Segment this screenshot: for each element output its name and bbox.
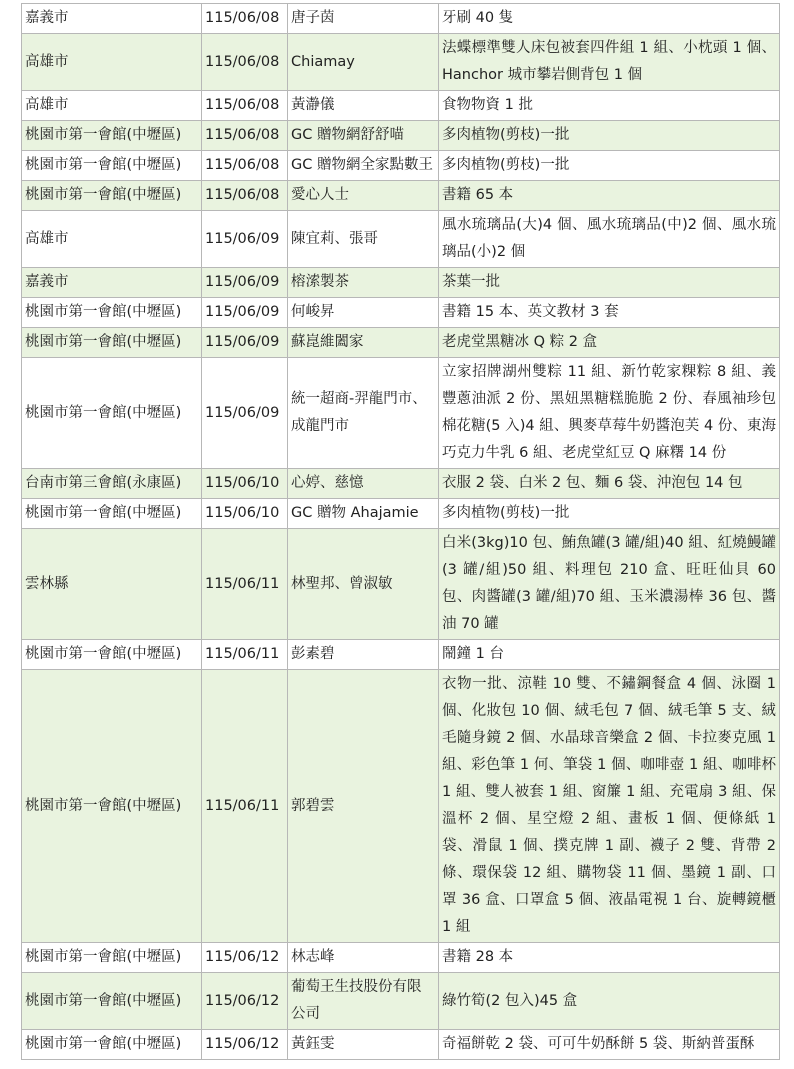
date-cell: 115/06/11: [202, 670, 288, 943]
table-row: [22, 358, 780, 469]
table-row: [22, 121, 780, 151]
date-cell: 115/06/08: [202, 181, 288, 211]
donor-cell: GC 贈物 Ahajamie: [288, 499, 439, 529]
donor-cell: GC 贈物網全家點數王: [288, 151, 439, 181]
date-cell: 115/06/09: [202, 328, 288, 358]
location-cell: 桃園市第一會館(中壢區): [22, 328, 202, 358]
table-row: [22, 1030, 780, 1060]
items-cell: 白米(3kg)10 包、鮪魚罐(3 罐/組)40 組、紅燒鰻罐(3 罐/組)50 組、料理包 210 盒、旺旺仙貝 60 包、肉醬罐(3 罐/組)70 組、玉米濃湯棒 36 包、醬油 70 罐: [439, 529, 780, 640]
date-cell: 115/06/09: [202, 211, 288, 268]
table-row: [22, 151, 780, 181]
location-cell: 桃園市第一會館(中壢區): [22, 181, 202, 211]
location-cell: 桃園市第一會館(中壢區): [22, 1030, 202, 1060]
location-cell: 高雄市: [22, 91, 202, 121]
items-cell: 書籍 28 本: [439, 943, 780, 973]
date-cell: 115/06/08: [202, 151, 288, 181]
items-cell: 茶葉一批: [439, 268, 780, 298]
items-cell: 書籍 15 本、英文教材 3 套: [439, 298, 780, 328]
items-cell: 多肉植物(剪枝)一批: [439, 499, 780, 529]
date-cell: 115/06/08: [202, 34, 288, 91]
items-cell: 老虎堂黑糖冰 Q 粽 2 盒: [439, 328, 780, 358]
date-cell: 115/06/09: [202, 298, 288, 328]
location-cell: 雲林縣: [22, 529, 202, 640]
items-cell: 牙刷 40 隻: [439, 4, 780, 34]
donor-cell: 蘇崑維闔家: [288, 328, 439, 358]
table-row: [22, 943, 780, 973]
items-cell: 衣物一批、涼鞋 10 雙、不鏽鋼餐盒 4 個、泳圈 1 個、化妝包 10 個、絨毛包 7 個、絨毛筆 5 支、絨毛隨身鏡 2 個、水晶球音樂盒 2 個、卡拉麥克風 1 組、彩色筆 1 何、筆袋 1 個、咖啡壺 1 組、咖啡杯 1 組、雙人被套 1 組、窗簾 1 組、充電扇 3 組、保溫杯 2 個、星空燈 2 組、畫板 1 個、便條紙 1 袋、滑鼠 1 個、撲克牌 1 副、襪子 2 雙、背帶 2 條、環保袋 12 組、購物袋 11 個、墨鏡 1 副、口罩 36 盒、口罩盒 5 個、液晶電視 1 台、旋轉鏡櫃 1 組: [439, 670, 780, 943]
items-cell: 風水琉璃品(大)4 個、風水琉璃品(中)2 個、風水琉璃品(小)2 個: [439, 211, 780, 268]
date-cell: 115/06/11: [202, 640, 288, 670]
items-cell: 綠竹筍(2 包入)45 盒: [439, 973, 780, 1030]
table-row: [22, 640, 780, 670]
date-cell: 115/06/10: [202, 469, 288, 499]
date-cell: 115/06/08: [202, 4, 288, 34]
items-cell: 書籍 65 本: [439, 181, 780, 211]
table-row: [22, 268, 780, 298]
location-cell: 桃園市第一會館(中壢區): [22, 121, 202, 151]
items-cell: 奇福餅乾 2 袋、可可牛奶酥餅 5 袋、斯納普蛋酥: [439, 1030, 780, 1060]
table-row: [22, 529, 780, 640]
location-cell: 桃園市第一會館(中壢區): [22, 151, 202, 181]
date-cell: 115/06/12: [202, 943, 288, 973]
location-cell: 桃園市第一會館(中壢區): [22, 358, 202, 469]
items-cell: 多肉植物(剪枝)一批: [439, 151, 780, 181]
donation-table-body: [22, 4, 780, 1060]
table-row: [22, 91, 780, 121]
items-cell: 法蝶標準雙人床包被套四件組 1 組、小枕頭 1 個、Hanchor 城市攀岩側背包 1 個: [439, 34, 780, 91]
donor-cell: 林聖邦、曾淑敏: [288, 529, 439, 640]
date-cell: 115/06/08: [202, 121, 288, 151]
location-cell: 桃園市第一會館(中壢區): [22, 298, 202, 328]
date-cell: 115/06/12: [202, 1030, 288, 1060]
location-cell: 嘉義市: [22, 4, 202, 34]
donor-cell: 唐子茵: [288, 4, 439, 34]
items-cell: 鬧鐘 1 台: [439, 640, 780, 670]
table-row: [22, 469, 780, 499]
donor-cell: 林志峰: [288, 943, 439, 973]
donor-cell: 陳宜莉、張哥: [288, 211, 439, 268]
table-row: [22, 34, 780, 91]
donation-table: [21, 3, 780, 1060]
date-cell: 115/06/11: [202, 529, 288, 640]
date-cell: 115/06/09: [202, 358, 288, 469]
items-cell: 食物物資 1 批: [439, 91, 780, 121]
donor-cell: 榕溹製茶: [288, 268, 439, 298]
donor-cell: 統一超商-羿龍門市、成龍門市: [288, 358, 439, 469]
items-cell: 多肉植物(剪枝)一批: [439, 121, 780, 151]
donor-cell: 黃鈺雯: [288, 1030, 439, 1060]
date-cell: 115/06/10: [202, 499, 288, 529]
donor-cell: 愛心人士: [288, 181, 439, 211]
location-cell: 台南市第三會館(永康區): [22, 469, 202, 499]
items-cell: 立家招牌湖州雙粽 11 組、新竹乾家粿粽 8 組、義豐蔥油派 2 份、黑妞黑糖糕脆脆 2 份、春風袖珍包棉花糖(5 入)4 組、興麥草莓牛奶醬泡芙 4 份、東海巧克力牛乳 6 組、老虎堂紅豆 Q 麻糬 14 份: [439, 358, 780, 469]
table-row: [22, 670, 780, 943]
date-cell: 115/06/08: [202, 91, 288, 121]
location-cell: 嘉義市: [22, 268, 202, 298]
donor-cell: 葡萄王生技股份有限公司: [288, 973, 439, 1030]
location-cell: 桃園市第一會館(中壢區): [22, 973, 202, 1030]
donor-cell: 郭碧雲: [288, 670, 439, 943]
location-cell: 高雄市: [22, 34, 202, 91]
table-row: [22, 328, 780, 358]
table-row: [22, 499, 780, 529]
date-cell: 115/06/09: [202, 268, 288, 298]
donor-cell: 心婷、慈憶: [288, 469, 439, 499]
table-row: [22, 973, 780, 1030]
location-cell: 高雄市: [22, 211, 202, 268]
donor-cell: 彭素碧: [288, 640, 439, 670]
donor-cell: 何峻昇: [288, 298, 439, 328]
table-row: [22, 4, 780, 34]
donor-cell: Chiamay: [288, 34, 439, 91]
location-cell: 桃園市第一會館(中壢區): [22, 943, 202, 973]
location-cell: 桃園市第一會館(中壢區): [22, 499, 202, 529]
table-row: [22, 181, 780, 211]
location-cell: 桃園市第一會館(中壢區): [22, 640, 202, 670]
table-row: [22, 211, 780, 268]
location-cell: 桃園市第一會館(中壢區): [22, 670, 202, 943]
donor-cell: GC 贈物網舒舒喵: [288, 121, 439, 151]
table-row: [22, 298, 780, 328]
date-cell: 115/06/12: [202, 973, 288, 1030]
items-cell: 衣服 2 袋、白米 2 包、麵 6 袋、沖泡包 14 包: [439, 469, 780, 499]
donor-cell: 黃瀞儀: [288, 91, 439, 121]
